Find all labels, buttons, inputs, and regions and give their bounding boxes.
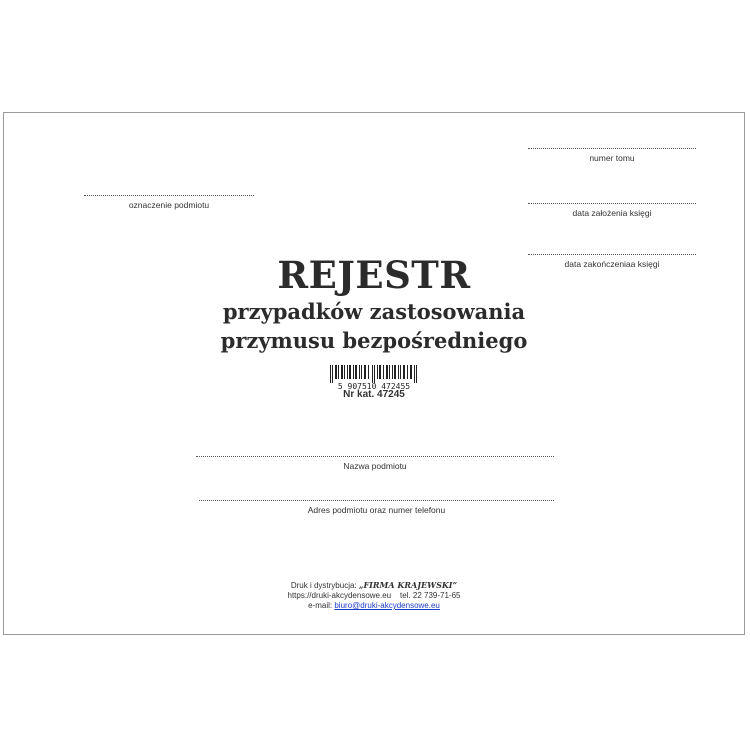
footer-website[interactable]: https://druki-akcydensowe.eu [287, 591, 392, 600]
document-page [3, 112, 745, 635]
footer-phone: tel. 22 739-71-65 [400, 591, 461, 600]
barcode-bars [330, 365, 417, 383]
entity-designation-label: oznaczenie podmiotu [128, 200, 210, 210]
entity-name-field [196, 456, 554, 471]
footer-email-label: e-mail: [308, 601, 335, 610]
barcode [326, 365, 422, 391]
entity-address-field [199, 500, 554, 515]
book-end-date-label: data zakończeniaa księgi [564, 259, 660, 269]
document-title: REJESTR [277, 253, 471, 297]
book-start-date-field [528, 203, 696, 218]
footer-distribution-label: Druk i dystrybucja: [290, 581, 359, 590]
footer-line-email [4, 601, 744, 611]
footer-line-distribution [4, 580, 744, 591]
footer-line-contact [4, 591, 744, 601]
entity-address-label: Adres podmiotu oraz numer telefonu [307, 505, 446, 515]
entity-name-label: Nazwa podmiotu [343, 461, 407, 471]
barcode-digits: 5 907510 472455 [337, 382, 411, 391]
footer-email-link[interactable]: biuro@druki-akcydensowe.eu [334, 601, 440, 610]
volume-number-label: numer tomu [589, 153, 635, 163]
publisher-footer [4, 580, 744, 611]
entity-name-line [196, 456, 554, 457]
volume-number-field [528, 148, 696, 163]
document-subtitle-line-2: przymusu bezpośredniego [220, 328, 528, 353]
volume-number-line [528, 148, 696, 149]
footer-firm-name: „FIRMA KRAJEWSKI” [358, 580, 458, 590]
book-start-date-line [528, 203, 696, 204]
entity-designation-field [84, 195, 254, 210]
document-subtitle-line-1: przypadków zastosowania [222, 299, 526, 324]
entity-designation-line [84, 195, 254, 196]
book-start-date-label: data założenia księgi [572, 208, 652, 218]
entity-address-line [199, 500, 554, 501]
catalog-number: Nr kat. 47245 [343, 389, 405, 400]
